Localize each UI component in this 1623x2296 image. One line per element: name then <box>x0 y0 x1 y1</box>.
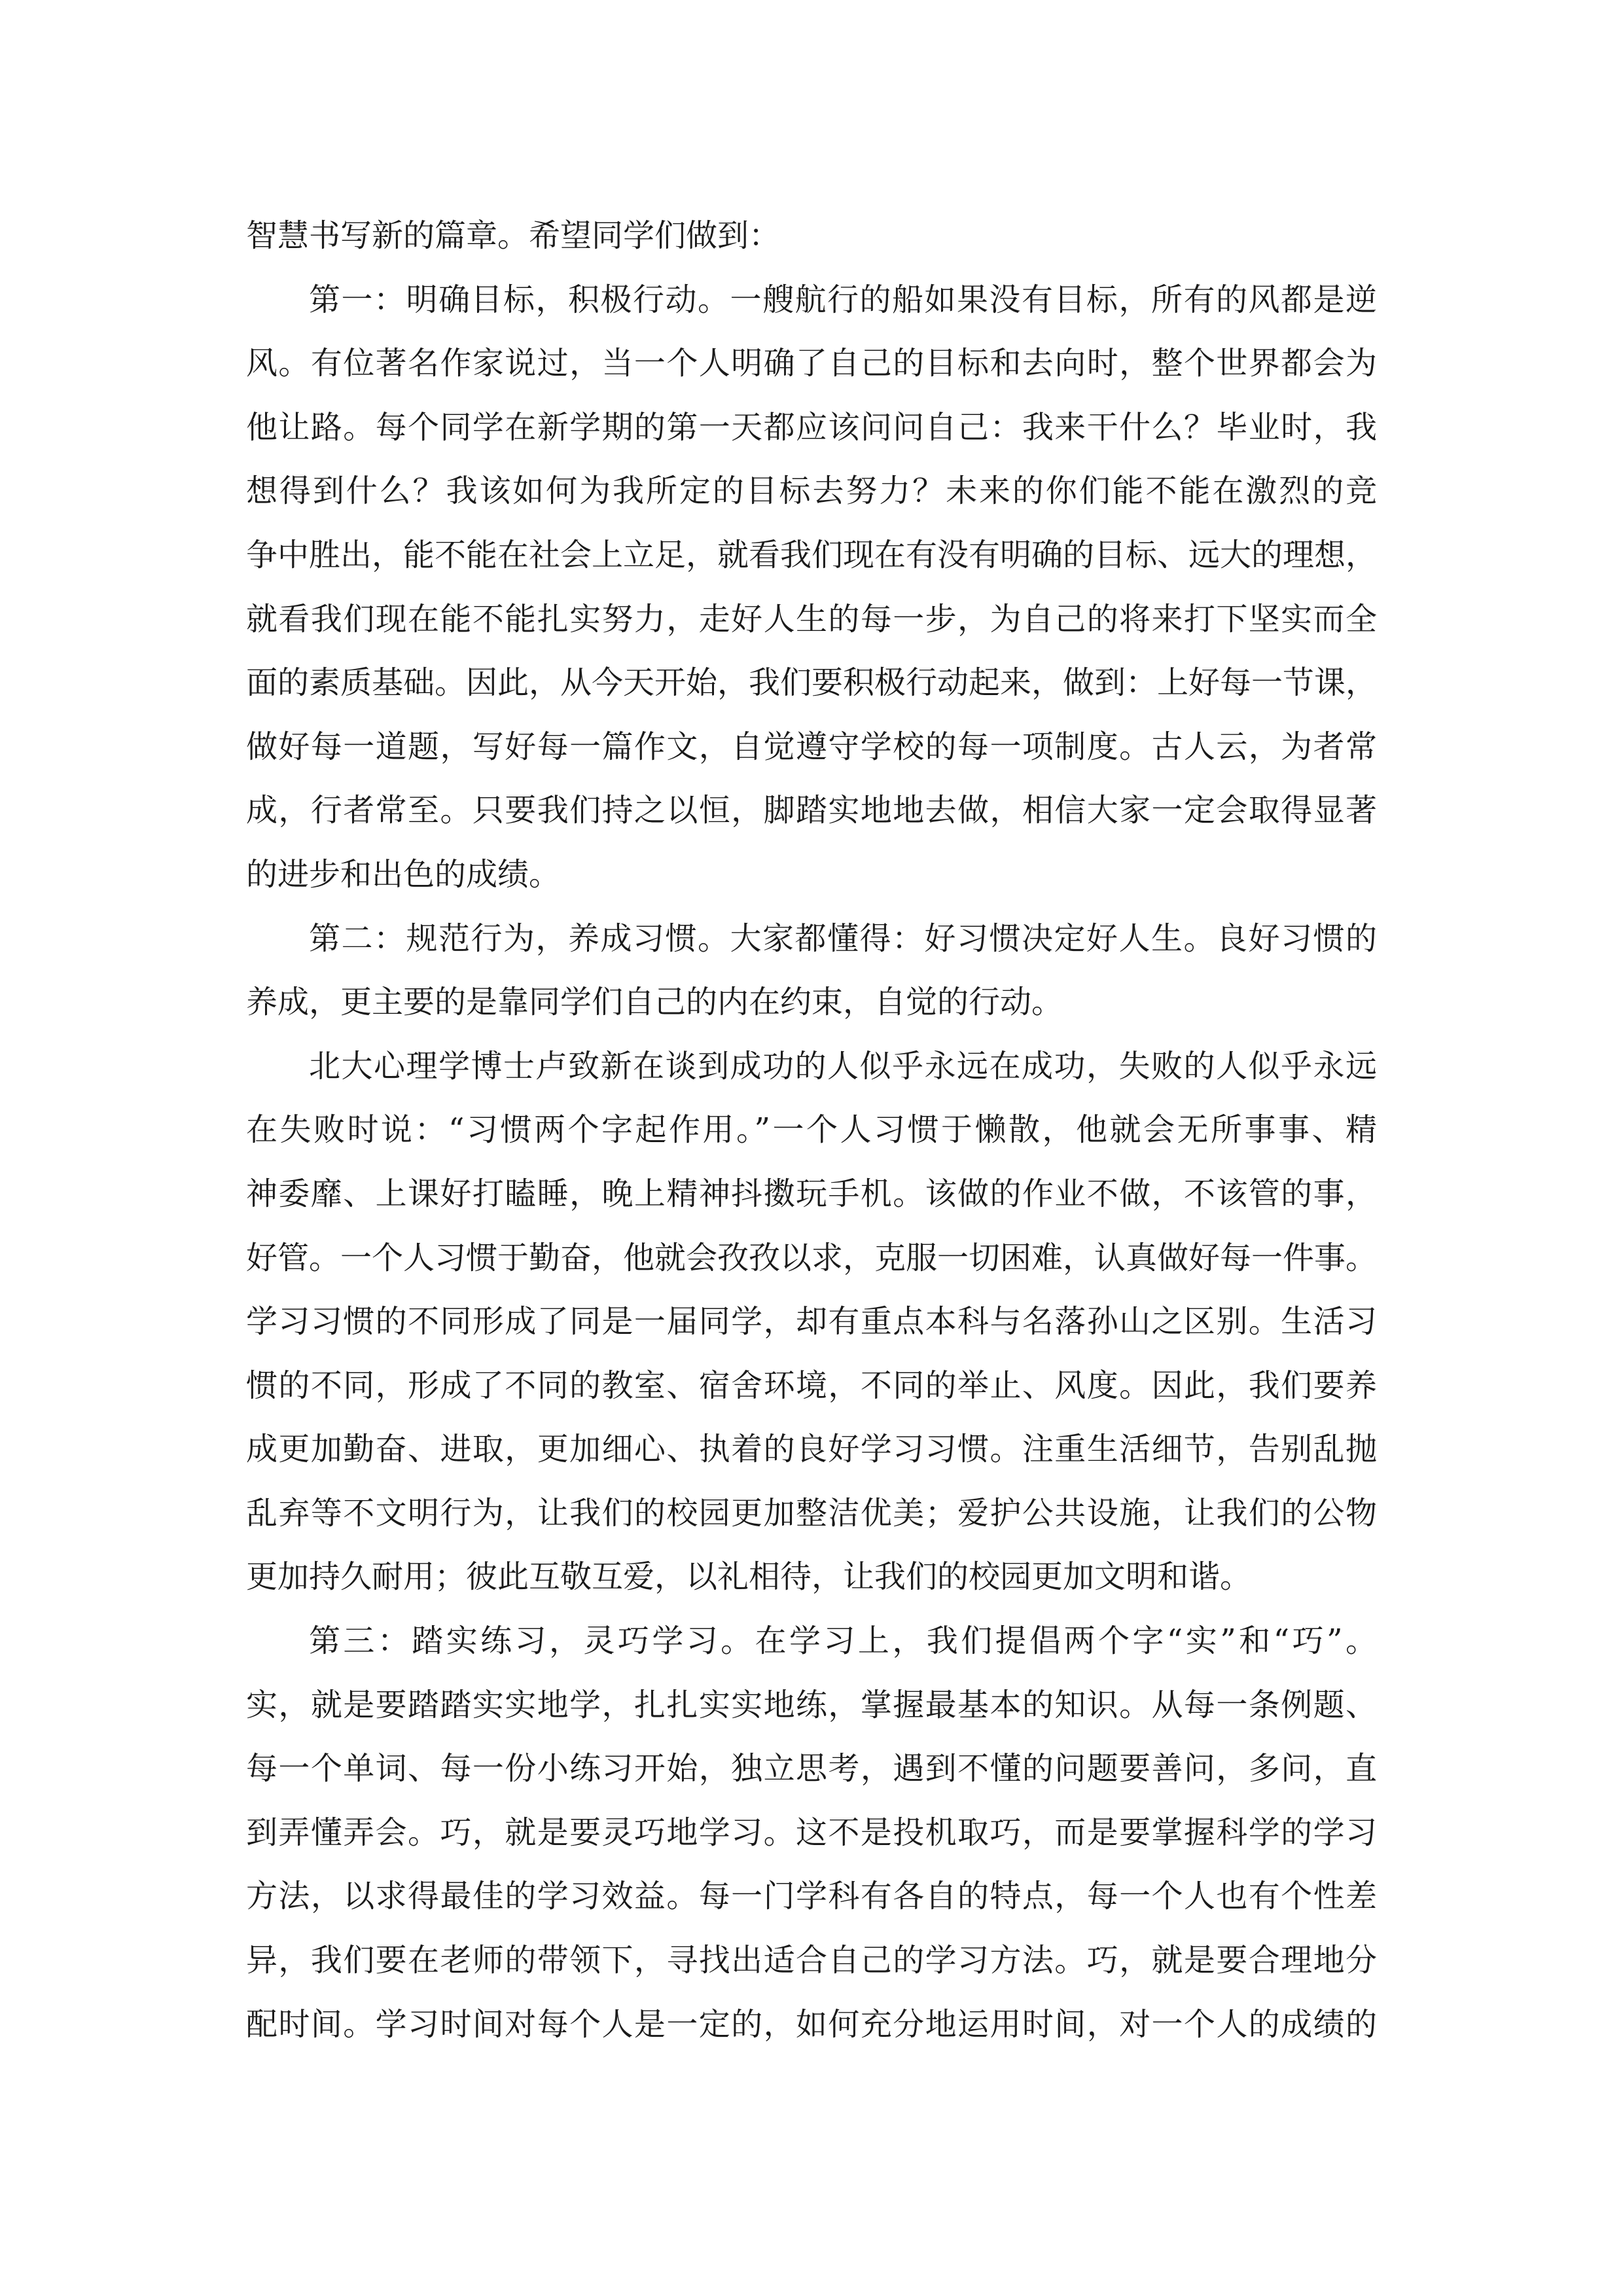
text-line: 惯的不同，形成了不同的教室、宿舍环境，不同的举止、风度。因此，我们要养 <box>246 1367 1377 1404</box>
text-line: 乱弃等不文明行为，让我们的校园更加整洁优美；爱护公共设施，让我们的公物 <box>246 1494 1377 1532</box>
text-line: 更加持久耐用；彼此互敬互爱，以礼相待，让我们的校园更加文明和谐。 <box>246 1558 1252 1596</box>
text-line: 想得到什么？我该如何为我所定的目标去努力？未来的你们能不能在激烈的竞 <box>246 473 1377 510</box>
text-line: 配时间。学习时间对每个人是一定的，如何充分地运用时间，对一个人的成绩的 <box>246 2005 1377 2043</box>
text-line: 争中胜出，能不能在社会上立足，就看我们现在有没有明确的目标、远大的理想， <box>246 536 1378 573</box>
text-line: 第一：明确目标，积极行动。一艘航行的船如果没有目标，所有的风都是逆 <box>309 281 1377 318</box>
text-line: 方法，以求得最佳的学习效益。每一门学科有各自的特点，每一个人也有个性差 <box>246 1878 1377 1915</box>
text-line: 实，就是要踏踏实实地学，扎扎实实地练，掌握最基本的知识。从每一条例题、 <box>246 1686 1377 1723</box>
text-line: 异，我们要在老师的带领下，寻找出适合自己的学习方法。巧，就是要合理地分 <box>246 1942 1377 1979</box>
text-line: 好管。一个人习惯于勤奋，他就会孜孜以求，克服一切困难，认真做好每一件事。 <box>246 1239 1378 1276</box>
text-line: 到弄懂弄会。巧，就是要灵巧地学习。这不是投机取巧，而是要掌握科学的学习 <box>246 1814 1377 1851</box>
text-line: 第二：规范行为，养成习惯。大家都懂得：好习惯决定好人生。良好习惯的 <box>309 920 1377 957</box>
text-line: 在失败时说：“习惯两个字起作用。”一个人习惯于懒散，他就会无所事事、精 <box>246 1111 1377 1149</box>
text-line: 风。有位著名作家说过，当一个人明确了自己的目标和去向时，整个世界都会为 <box>246 345 1377 382</box>
text-line: 做好每一道题，写好每一篇作文，自觉遵守学校的每一项制度。古人云，为者常 <box>246 728 1377 765</box>
text-line: 北大心理学博士卢致新在谈到成功的人似乎永远在成功，失败的人似乎永远 <box>309 1047 1377 1085</box>
text-line: 面的素质基础。因此，从今天开始，我们要积极行动起来，做到：上好每一节课， <box>246 664 1378 702</box>
text-line: 就看我们现在能不能扎实努力，走好人生的每一步，为自己的将来打下坚实而全 <box>246 600 1377 637</box>
text-line: 智慧书写新的篇章。希望同学们做到： <box>246 217 781 254</box>
text-line: 养成，更主要的是靠同学们自己的内在约束，自觉的行动。 <box>246 984 1063 1021</box>
text-line: 学习习惯的不同形成了同是一届同学，却有重点本科与名落孙山之区别。生活习 <box>246 1303 1377 1340</box>
text-line: 成，行者常至。只要我们持之以恒，脚踏实地地去做，相信大家一定会取得显著 <box>246 792 1377 829</box>
text-line: 的进步和出色的成绩。 <box>246 855 561 893</box>
text-line: 第三：踏实练习，灵巧学习。在学习上，我们提倡两个字“实”和“巧”。 <box>309 1623 1377 1660</box>
text-line: 他让路。每个同学在新学期的第一天都应该问问自己：我来干什么？毕业时，我 <box>246 408 1377 446</box>
text-line: 神委靡、上课好打瞌睡，晚上精神抖擞玩手机。该做的作业不做，不该管的事， <box>246 1175 1377 1212</box>
text-line: 每一个单词、每一份小练习开始，独立思考，遇到不懂的问题要善问，多问，直 <box>246 1750 1377 1787</box>
text-line: 成更加勤奋、进取，更加细心、执着的良好学习习惯。注重生活细节，告别乱抛 <box>246 1431 1377 1468</box>
document-body <box>246 204 1377 2056</box>
